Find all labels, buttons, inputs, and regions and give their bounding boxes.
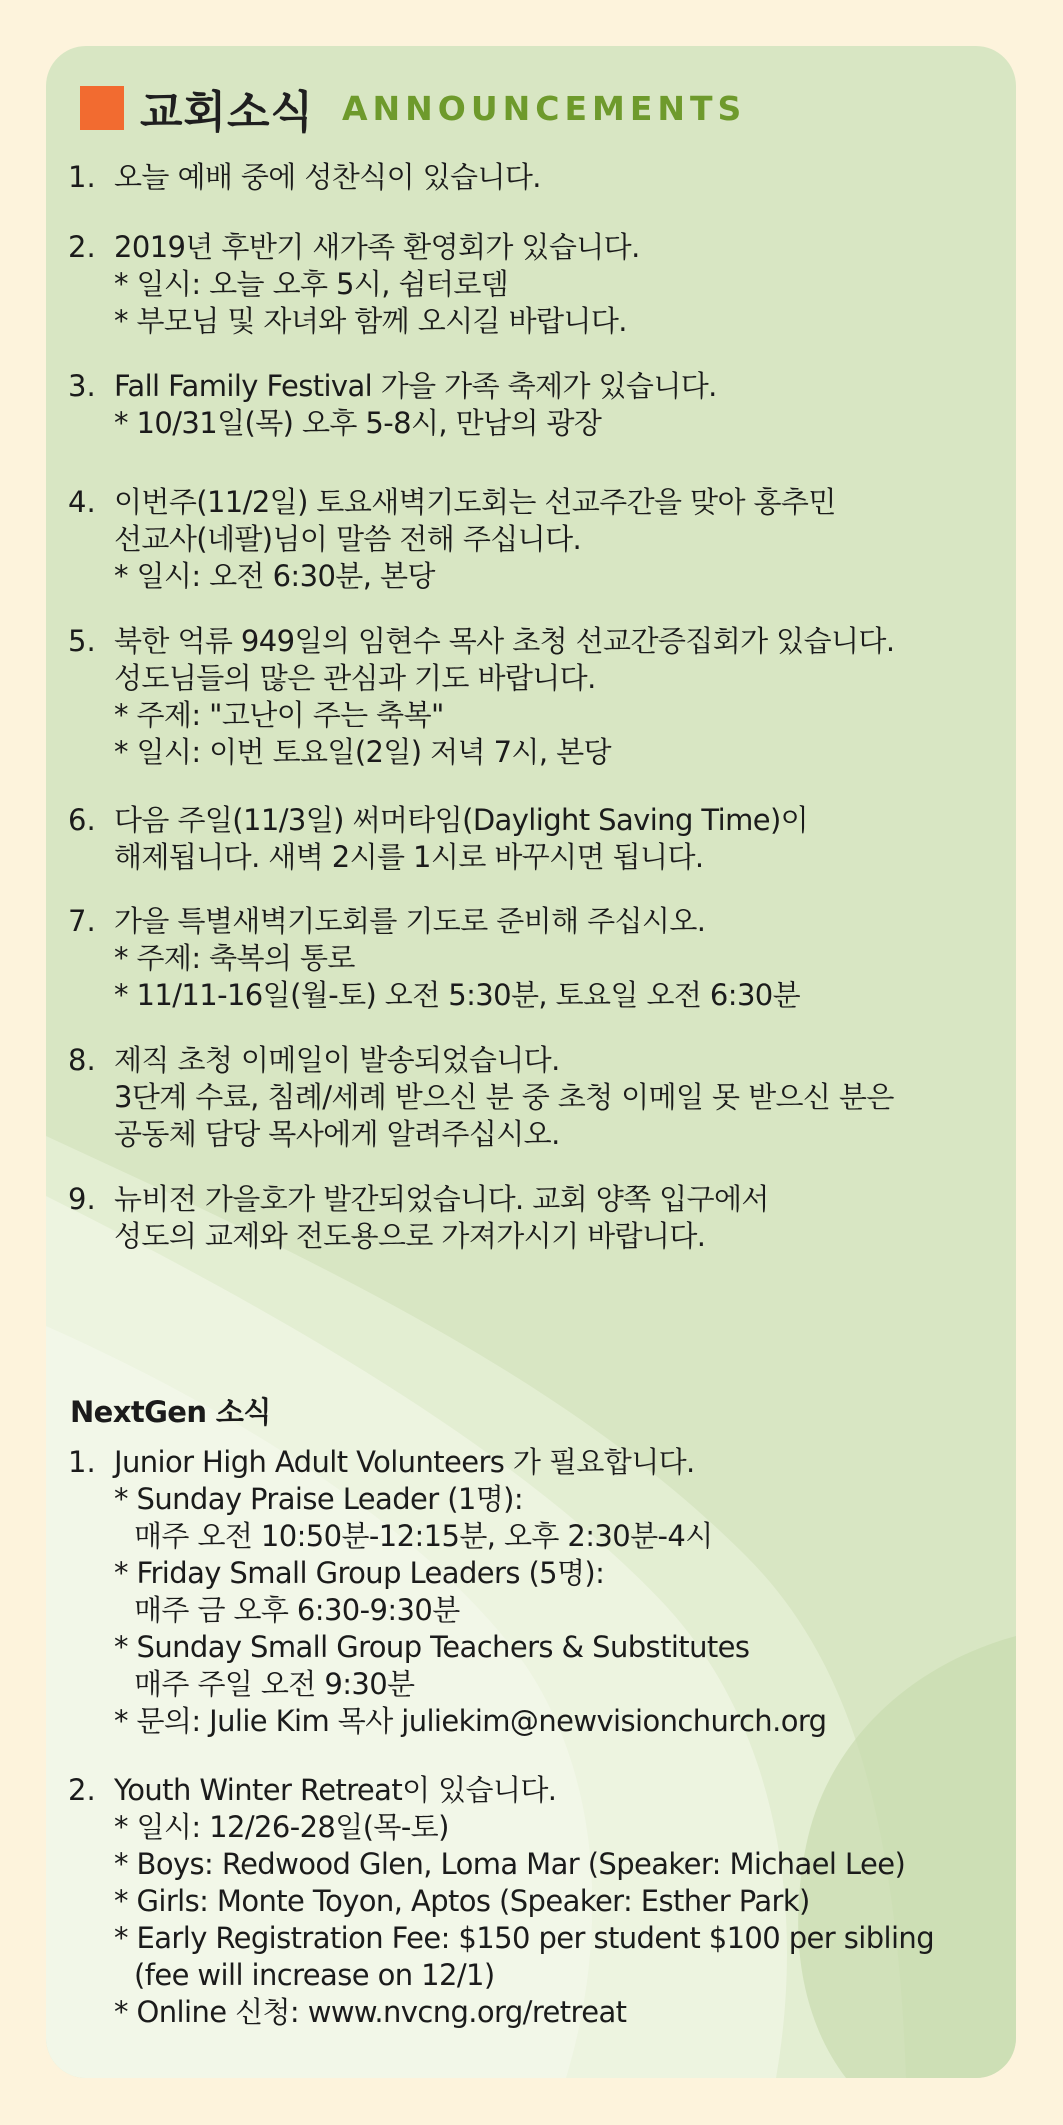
item-number: 1. xyxy=(68,160,96,194)
item-line: 2019년 후반기 새가족 환영회가 있습니다. xyxy=(114,230,640,264)
item-line: * 부모님 및 자녀와 함께 오시길 바랍니다. xyxy=(114,304,627,338)
item-line: * Early Registration Fee: $150 per student $100 per sibling xyxy=(114,1921,935,1955)
item-line: * 일시: 이번 토요일(2일) 저녁 7시, 본당 xyxy=(114,735,611,769)
item-line: * Boys: Redwood Glen, Loma Mar (Speaker: Michael Lee) xyxy=(114,1847,906,1881)
announcement-8 xyxy=(68,1042,1008,1153)
item-line: (fee will increase on 12/1) xyxy=(134,1958,495,1992)
item-line: 선교사(네팔)님이 말씀 전해 주십니다. xyxy=(114,522,582,556)
item-line: 가을 특별새벽기도회를 기도로 준비해 주십시오. xyxy=(114,904,706,938)
header xyxy=(80,78,746,138)
item-number: 8. xyxy=(68,1043,96,1077)
orange-square-icon xyxy=(80,86,124,130)
item-line: * 10/31일(목) 오후 5-8시, 만남의 광장 xyxy=(114,406,602,440)
item-number: 7. xyxy=(68,904,96,938)
item-number: 5. xyxy=(68,624,96,658)
item-line: 매주 오전 10:50분-12:15분, 오후 2:30분-4시 xyxy=(134,1519,713,1553)
item-line: * 일시: 오늘 오후 5시, 쉼터로뎀 xyxy=(114,267,509,301)
item-line: Fall Family Festival 가을 가족 축제가 있습니다. xyxy=(114,369,717,403)
nextgen-title: NextGen 소식 xyxy=(70,1395,271,1429)
item-line: * 일시: 12/26-28일(목-토) xyxy=(114,1810,449,1844)
item-line: * Friday Small Group Leaders (5명): xyxy=(114,1556,605,1590)
item-line: 오늘 예배 중에 성찬식이 있습니다. xyxy=(114,160,541,194)
item-line: Youth Winter Retreat이 있습니다. xyxy=(114,1773,557,1807)
item-line: * Girls: Monte Toyon, Aptos (Speaker: Esther Park) xyxy=(114,1884,810,1918)
item-line: 매주 주일 오전 9:30분 xyxy=(134,1667,415,1701)
item-number: 6. xyxy=(68,803,96,837)
item-number: 9. xyxy=(68,1182,96,1216)
item-number: 2. xyxy=(68,1773,96,1807)
item-line: 뉴비전 가을호가 발간되었습니다. 교회 양쪽 입구에서 xyxy=(114,1182,769,1216)
announcement-3 xyxy=(68,368,1008,442)
item-number: 4. xyxy=(68,485,96,519)
announcement-5 xyxy=(68,623,1008,771)
item-line: 매주 금 오후 6:30-9:30분 xyxy=(134,1593,460,1627)
item-line: 북한 억류 949일의 임현수 목사 초청 선교간증집회가 있습니다. xyxy=(114,624,895,658)
announcement-4 xyxy=(68,484,1008,595)
item-line: 3단계 수료, 침례/세례 받으신 분 중 초청 이메일 못 받으신 분은 xyxy=(114,1080,894,1114)
item-line: 성도의 교제와 전도용으로 가져가시기 바랍니다. xyxy=(114,1219,706,1253)
announcement-7 xyxy=(68,903,1008,1014)
item-line: * Sunday Praise Leader (1명): xyxy=(114,1482,524,1516)
item-number: 3. xyxy=(68,369,96,403)
item-number: 2. xyxy=(68,230,96,264)
item-line: * 11/11-16일(월-토) 오전 5:30분, 토요일 오전 6:30분 xyxy=(114,978,801,1012)
announcement-1 xyxy=(68,159,1008,196)
item-line: * 주제: 축복의 통로 xyxy=(114,941,355,975)
item-line: * 주제: "고난이 주는 축복" xyxy=(114,698,444,732)
nextgen-item-2 xyxy=(68,1772,1008,2031)
announcement-6 xyxy=(68,802,1008,876)
item-line: 공동체 담당 목사에게 알려주십시오. xyxy=(114,1117,560,1151)
item-line: 성도님들의 많은 관심과 기도 바랍니다. xyxy=(114,661,596,695)
announcement-2 xyxy=(68,229,1008,340)
item-line: 해제됩니다. 새벽 2시를 1시로 바꾸시면 됩니다. xyxy=(114,840,704,874)
title-korean: 교회소식 xyxy=(140,87,315,138)
announcements-card xyxy=(46,46,1016,2078)
title-english: ANNOUNCEMENTS xyxy=(342,88,747,128)
item-line: Junior High Adult Volunteers 가 필요합니다. xyxy=(114,1445,695,1479)
item-number: 1. xyxy=(68,1445,96,1479)
item-line: * 문의: Julie Kim 목사 juliekim@newvisionchurch.org xyxy=(114,1704,827,1738)
item-line: 제직 초청 이메일이 발송되었습니다. xyxy=(114,1043,560,1077)
nextgen-item-1 xyxy=(68,1444,1008,1740)
announcement-9 xyxy=(68,1181,1008,1255)
item-line: * 일시: 오전 6:30분, 본당 xyxy=(114,559,435,593)
item-line: * Online 신청: www.nvcng.org/retreat xyxy=(114,1995,627,2029)
item-line: 다음 주일(11/3일) 써머타임(Daylight Saving Time)이 xyxy=(114,803,809,837)
item-line: * Sunday Small Group Teachers & Substitutes xyxy=(114,1630,750,1664)
item-line: 이번주(11/2일) 토요새벽기도회는 선교주간을 맞아 홍추민 xyxy=(114,485,836,519)
